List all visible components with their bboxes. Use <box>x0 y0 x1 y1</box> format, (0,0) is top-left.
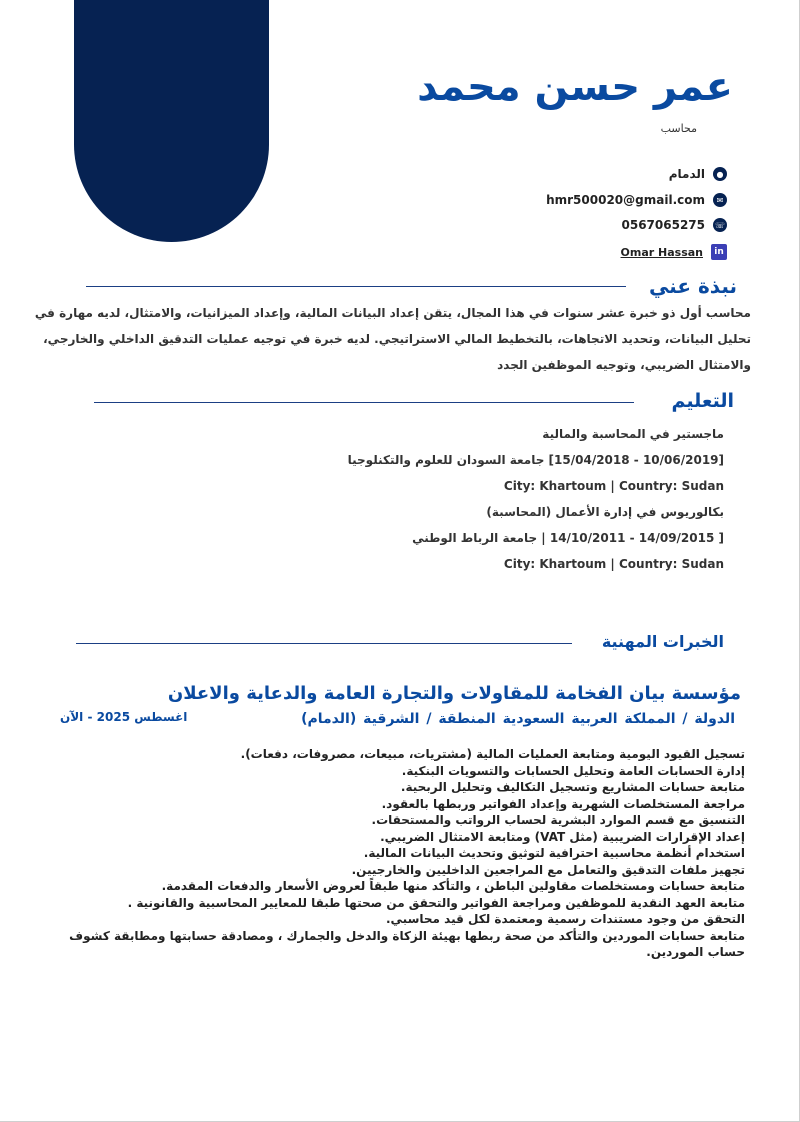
contact-city: الدمام <box>668 167 705 181</box>
company-location: الدولة / المملكة العربية السعودية المنطقة / الشرقية (الدمام) <box>301 711 735 727</box>
company-name: مؤسسة بيان الفخامة للمقاولات والتجارة العامة والدعاية والاعلان <box>167 683 741 704</box>
contact-phone-row <box>622 218 728 232</box>
duty-item: التحقق من وجود مستندات رسمية ومعتمدة لكل قيد محاسبي. <box>385 912 745 926</box>
duty-item: التنسيق مع قسم الموارد البشرية لحساب الرواتب والمستحقات. <box>371 813 745 827</box>
duty-item: متابعة العهد النقدية للموظفين ومراجعة الفواتير والتحقق من صحتها طبقا للمعايير المحاسبية والقانونية . <box>127 895 745 910</box>
linkedin-link[interactable]: Omar Hassan <box>620 245 703 259</box>
education-location-2: City: Khartoum | Country: Sudan <box>503 557 724 571</box>
contact-city-row <box>669 167 727 181</box>
about-heading: نبذة عني <box>648 274 737 298</box>
phone-icon: ☏ <box>713 218 727 232</box>
duty-item: إعداد الإقرارات الضريبية (مثل VAT) ومتابعة الامتثال الضريبي. <box>380 829 745 844</box>
header-arch-shape <box>74 0 269 242</box>
experience-divider <box>76 643 572 644</box>
education-divider <box>94 402 634 403</box>
duty-item: متابعة حسابات ومستخلصات مقاولين الباطن ، والتأكد منها طبقاً لعروض الأسعار والدفعات المقدمة. <box>161 879 745 893</box>
education-heading: التعليم <box>671 390 734 412</box>
contact-phone[interactable]: 0567065275 <box>621 218 705 232</box>
experience-heading: الخبرات المهنية <box>601 632 724 651</box>
education-degree-1: ماجستير في المحاسبة والمالية <box>542 427 724 441</box>
education-period-1: [10/06/2019 - 15/04/2018] جامعة السودان للعلوم والتكنلوجيا <box>347 453 724 467</box>
about-divider <box>86 286 626 287</box>
job-title: محاسب <box>660 122 697 135</box>
map-pin-icon: ● <box>713 167 727 181</box>
duties-list <box>45 746 745 961</box>
education-location-1: City: Khartoum | Country: Sudan <box>503 479 724 493</box>
candidate-name: عمر حسن محمد <box>417 64 733 110</box>
education-degree-2: بكالوريوس في إدارة الأعمال (المحاسبة) <box>486 505 724 519</box>
contact-email[interactable]: hmr500020@gmail.com <box>546 193 705 207</box>
contact-linkedin-row <box>621 244 727 260</box>
about-text: محاسب أول ذو خبرة عشر سنوات في هذا المجال، يتقن إعداد البيانات المالية، وإعداد الميزانيات، والامتثال، لديه مهارة في تحليل البيانات، وتحديد الاتجاهات، بالتخطيط المالي الاستراتيجي. لديه خبرة في توجيه عمليات التدقيق الداخلي والخارجي، والامتثال الضريبي، وتوجيه الموظفين الجدد <box>34 306 751 372</box>
duty-item: متابعة حسابات المشاريع وتسجيل التكاليف وتحليل الربحية. <box>400 780 745 794</box>
education-period-2: [ 14/09/2015 - 14/10/2011 | جامعة الرباط الوطني <box>412 531 724 545</box>
envelope-icon: ✉ <box>713 193 727 207</box>
duty-item: مراجعة المستخلصات الشهرية وإعداد الفواتير وربطها بالعقود. <box>381 796 745 811</box>
linkedin-icon: in <box>711 244 727 260</box>
duty-item: تسجيل القيود اليومية ومتابعة العمليات المالية (مشتريات، مبيعات، مصروفات، دفعات). <box>240 747 745 761</box>
duty-item: تجهيز ملفات التدقيق والتعامل مع المراجعين الداخليين والخارجيين. <box>351 862 745 877</box>
duty-item: استخدام أنظمة محاسبية احترافية لتوثيق وتحديث البيانات المالية. <box>363 846 745 860</box>
duty-item: متابعة حسابات الموردين والتأكد من صحة ربطها بهيئة الزكاة والدخل والجمارك ، ومصادقة حسابتها ومطابقة كشوف حساب الموردين. <box>69 928 745 959</box>
employment-date: اغسطس 2025 - الآن <box>60 710 188 724</box>
contact-email-row <box>546 193 727 207</box>
duty-item: إدارة الحسابات العامة وتحليل الحسابات والتسويات البنكية. <box>401 763 745 778</box>
